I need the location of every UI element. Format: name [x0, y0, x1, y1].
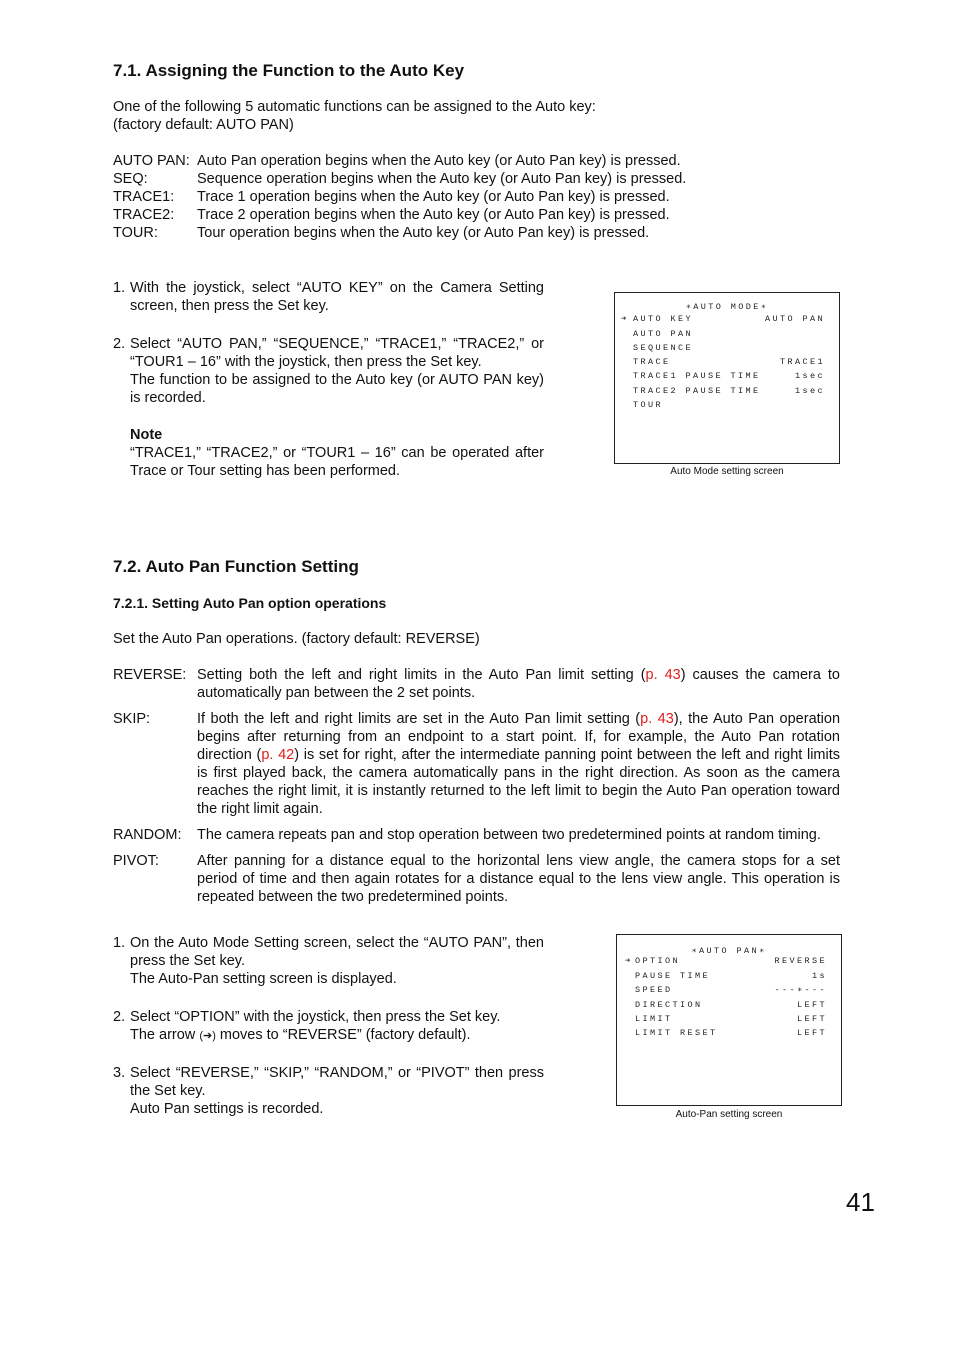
function-desc: Auto Pan operation begins when the Auto key (or Auto Pan key) is pressed.	[197, 153, 681, 169]
screen-row	[615, 342, 839, 354]
desc-text: ) is set for right, after the intermediate panning point between the left and right limits is first played back, the camera automatically pans in the right direction. As soon as the camera reaches the right limit, it is instantly returned to the left limit to begin the Auto Pan operation toward the right limit again.	[197, 747, 841, 817]
step-text: On the Auto Mode Setting screen, select the “AUTO PAN”, then press the Set key.	[130, 935, 544, 969]
function-term: TOUR:	[113, 225, 158, 241]
screen-row-label: TOUR	[633, 400, 664, 410]
screen-row-value: 1sec	[794, 371, 825, 381]
function-term: TRACE2:	[113, 207, 175, 223]
auto-mode-screen	[614, 292, 840, 464]
option-term: SKIP:	[113, 711, 151, 727]
step-1	[113, 279, 544, 315]
step-text: With the joystick, select “AUTO KEY” on the Camera Setting screen, then press the Set key.	[130, 280, 544, 314]
figure-caption: Auto-Pan setting screen	[675, 1109, 783, 1120]
screen-row-label: AUTO KEY	[633, 314, 694, 324]
screen-row-value: LEFT	[796, 1028, 827, 1038]
option-term: RANDOM:	[113, 827, 182, 843]
step-result-text: The function to be assigned to the Auto key (or AUTO PAN key) is recorded.	[130, 372, 544, 406]
desc-text: ) causes the camera to automatically pan between the 2 set points.	[197, 667, 840, 701]
screen-row	[617, 1027, 841, 1039]
auto-pan-screen	[616, 934, 842, 1106]
screen-row-label: TRACE2 PAUSE TIME	[633, 386, 761, 396]
screen-row-label: LIMIT	[635, 1014, 673, 1024]
step-1	[113, 934, 544, 988]
arrow-icon: (➔)	[199, 1030, 216, 1042]
option-desc	[197, 710, 840, 818]
screen-row-label: AUTO PAN	[633, 329, 694, 339]
screen-row	[615, 370, 839, 382]
screen-row-label: PAUSE TIME	[635, 971, 711, 981]
screen-title: ∗AUTO MODE∗	[685, 302, 769, 312]
page-link[interactable]: p. 43	[640, 711, 674, 727]
function-term: TRACE1:	[113, 189, 175, 205]
screen-title: ∗AUTO PAN∗	[691, 946, 767, 956]
screen-row-value: LEFT	[796, 1000, 827, 1010]
screen-row-value: AUTO PAN	[764, 314, 825, 324]
step-2	[113, 1008, 544, 1045]
option-term: REVERSE:	[113, 667, 187, 683]
arrow-cursor-icon: ➔	[621, 314, 627, 324]
step-result-text: Auto Pan settings is recorded.	[130, 1101, 324, 1117]
page-number: 41	[846, 1187, 875, 1217]
screen-row-value: REVERSE	[774, 956, 827, 966]
screen-row-label: SPEED	[635, 985, 673, 995]
step-number: 2.	[113, 1009, 126, 1025]
arrow-cursor-icon: ➔	[625, 956, 631, 966]
function-desc: Sequence operation begins when the Auto key (or Auto Pan key) is pressed.	[197, 171, 687, 187]
screen-row	[615, 385, 839, 397]
option-desc: The camera repeats pan and stop operation between two predetermined points at random timing.	[197, 827, 821, 843]
screen-row-label: OPTION	[635, 956, 681, 966]
step-result-text: The Auto-Pan setting screen is displayed.	[130, 971, 397, 987]
figure-caption: Auto Mode setting screen	[670, 466, 784, 477]
desc-text: moves to “REVERSE” (factory default).	[219, 1027, 471, 1043]
step-3	[113, 1064, 544, 1118]
intro-line-1: One of the following 5 automatic functions can be assigned to the Auto key:	[113, 99, 596, 115]
screen-row-label: LIMIT RESET	[635, 1028, 718, 1038]
screen-row	[617, 955, 841, 967]
desc-text: Setting both the left and right limits in the Auto Pan limit setting (	[197, 667, 646, 683]
step-text: Select “REVERSE,” “SKIP,” “RANDOM,” or “PIVOT” then press the Set key.	[130, 1065, 544, 1099]
screen-row-label: TRACE	[633, 357, 671, 367]
page-link[interactable]: p. 43	[645, 667, 681, 683]
step-text: Select “AUTO PAN,” “SEQUENCE,” “TRACE1,” “TRACE2,” or “TOUR1 – 16” with the joystick, then press the Set key.	[130, 336, 544, 370]
function-desc: Tour operation begins when the Auto key (or Auto Pan key) is pressed.	[197, 225, 650, 241]
section-heading-7-2: 7.2. Auto Pan Function Setting	[113, 557, 359, 576]
screen-row	[617, 970, 841, 982]
step-2	[113, 335, 544, 407]
screen-row-value: TRACE1	[779, 357, 825, 367]
screen-row	[615, 313, 839, 325]
step-number: 3.	[113, 1065, 126, 1081]
screen-row	[617, 999, 841, 1011]
step-number: 1.	[113, 280, 126, 296]
function-desc: Trace 2 operation begins when the Auto key (or Auto Pan key) is pressed.	[197, 207, 670, 223]
function-term: AUTO PAN:	[113, 153, 190, 169]
screen-row	[615, 356, 839, 368]
option-desc: After panning for a distance equal to the horizontal lens view angle, the camera stops for a set period of time and then again rotates for a distance equal to the lens view angle. This operation is repeated between the two predetermined points.	[197, 853, 840, 905]
screen-row	[615, 399, 839, 411]
screen-row	[617, 984, 841, 996]
desc-text: If both the left and right limits are set in the Auto Pan limit setting (	[197, 711, 641, 727]
option-term: PIVOT:	[113, 853, 159, 869]
screen-row-label: DIRECTION	[635, 1000, 703, 1010]
intro-line-2: (factory default: AUTO PAN)	[113, 117, 294, 133]
step-text: Select “OPTION” with the joystick, then press the Set key.	[130, 1009, 501, 1025]
screen-row-label: TRACE1 PAUSE TIME	[633, 371, 761, 381]
screen-row-value: 1s	[811, 971, 827, 981]
note-title: Note	[130, 427, 163, 443]
function-desc: Trace 1 operation begins when the Auto key (or Auto Pan key) is pressed.	[197, 189, 670, 205]
step-number: 1.	[113, 935, 126, 951]
page-link[interactable]: p. 42	[261, 747, 295, 763]
screen-row-label: SEQUENCE	[633, 343, 694, 353]
subsection-heading-7-2-1: 7.2.1. Setting Auto Pan option operations	[113, 595, 387, 611]
screen-row-value: LEFT	[796, 1014, 827, 1024]
desc-text: ), the Auto Pan operation begins after returning from an endpoint to a start point. If, for example, the Auto Pan rotation direction (	[197, 711, 841, 763]
step-result-text	[130, 1026, 544, 1045]
screen-row-value: ---∗---	[774, 985, 827, 995]
step-number: 2.	[113, 336, 126, 352]
screen-row	[615, 328, 839, 340]
screen-row-value: 1sec	[794, 386, 825, 396]
function-term: SEQ:	[113, 171, 148, 187]
note-text: “TRACE1,” “TRACE2,” or “TOUR1 – 16” can be operated after Trace or Tour setting has been performed.	[130, 445, 544, 479]
section-heading-7-1: 7.1. Assigning the Function to the Auto Key	[113, 61, 465, 80]
section-intro: Set the Auto Pan operations. (factory default: REVERSE)	[113, 631, 480, 647]
screen-row	[617, 1013, 841, 1025]
desc-text: The arrow	[130, 1027, 196, 1043]
option-desc	[197, 666, 840, 702]
